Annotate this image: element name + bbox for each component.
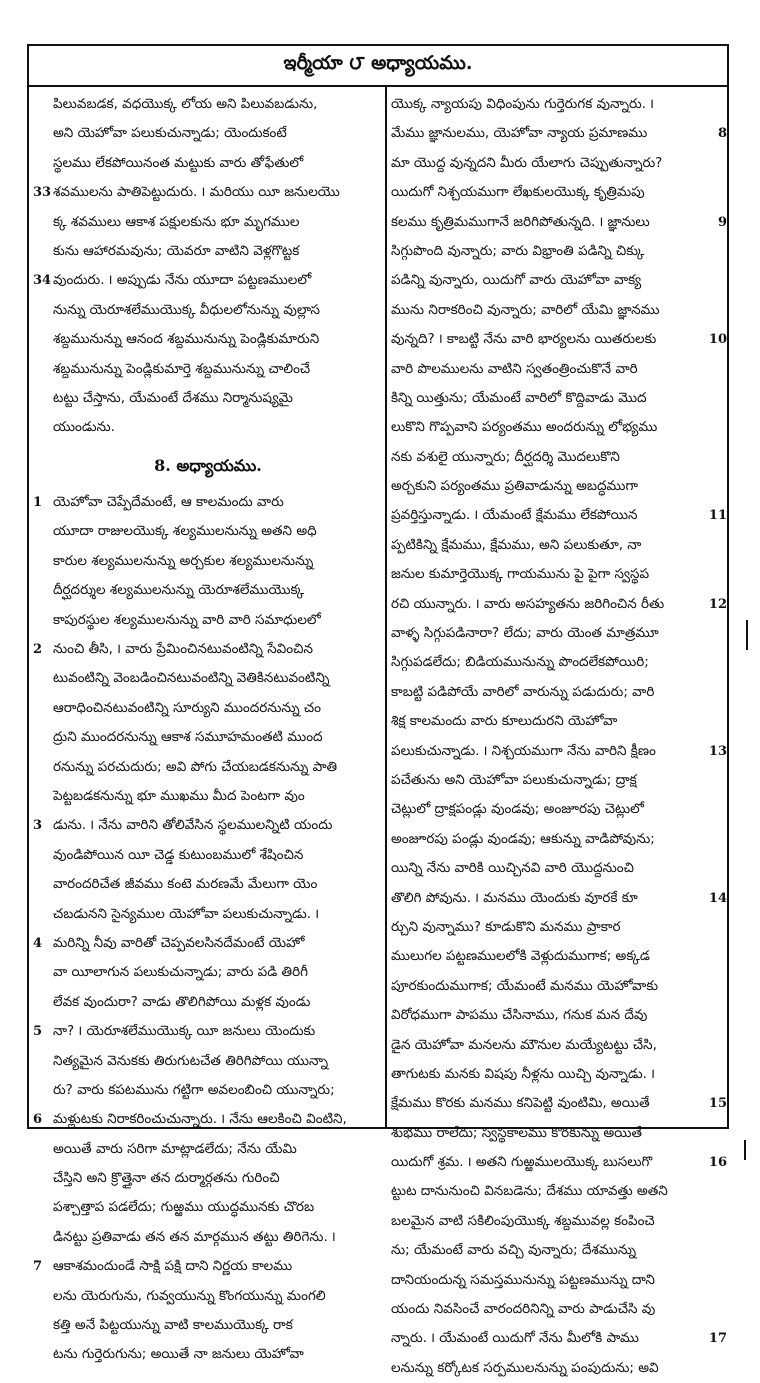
line-text: వున్నది? ౹ కాబట్టి నేను వారి భార్యలను యితరులకు bbox=[391, 331, 657, 348]
text-line bbox=[33, 811, 383, 840]
text-line bbox=[391, 1148, 727, 1177]
line-text: మళ్లుటకు నిరాకరించుచున్నారు. ౹ నేను ఆలకించి వింటిని, bbox=[53, 1111, 347, 1128]
text-line bbox=[391, 266, 723, 295]
line-text: యొక్క న్యాయపు విధింపును గుర్తెరుగక వున్నారు. ౹ bbox=[391, 96, 654, 112]
line-text: లనున్ను కర్కోటక సర్పములనున్ను పంపుదును; అవి bbox=[391, 1359, 659, 1376]
text-line bbox=[33, 1017, 383, 1046]
text-line bbox=[391, 237, 723, 266]
line-text: యుండును. bbox=[53, 419, 115, 436]
line-text: డును. ౹ నేను వారిని తోలివేసిన స్థలములన్నిటి యందు bbox=[53, 817, 333, 834]
text-line bbox=[33, 266, 383, 295]
line-text: శుభము రాలేదు; స్వస్థకాలము కొరకున్ను అయితే bbox=[391, 1124, 643, 1141]
text-line bbox=[391, 1060, 723, 1089]
line-text: యిదుగో నిశ్చయముగా లేఖకులయొక్క కృత్రిమపు bbox=[391, 184, 645, 201]
line-text: నిత్యమైన వెనుకకు తిరుగుటచేత తిరిగిపోయి యున్నా bbox=[53, 1052, 329, 1069]
line-text: పూరకుందుముగాక; యేమంటే మనము యెహోవాకు bbox=[391, 977, 659, 994]
verse-number: 12 bbox=[707, 590, 727, 619]
verse-number: 7 bbox=[33, 1259, 43, 1275]
line-text: నకు వశులై యున్నారు; దీర్ఘదర్శి మొదలుకొని bbox=[391, 448, 620, 465]
line-text: నా? ౹ యెరూశలేముయొక్క యీ జనులు యెందుకు bbox=[53, 1023, 316, 1040]
line-text: కిన్ని యిత్తును; యేమంటే వారిలో కొద్దివాడు మొద bbox=[391, 389, 647, 406]
text-line bbox=[33, 384, 383, 413]
line-text: వారి పొలములను వాటిని స్వతంత్రించుకొనే వారి bbox=[391, 360, 638, 377]
text-line bbox=[391, 149, 723, 178]
line-text: వారందరిచేత జీవము కంటె మరణమే మేలుగా యెం bbox=[53, 876, 318, 893]
right-column bbox=[391, 90, 727, 1383]
text-line bbox=[391, 766, 723, 795]
line-text: యూదా రాజులయొక్క శల్యములనున్ను అతని అధి bbox=[53, 523, 317, 540]
left-column bbox=[33, 90, 383, 1370]
text-line bbox=[33, 90, 383, 119]
text-line bbox=[391, 854, 723, 883]
line-text: కారుల శల్యములనున్ను అర్చకుల శల్యములనున్ను bbox=[53, 552, 314, 569]
text-line bbox=[391, 1236, 723, 1265]
line-text: విరోధముగా పాపము చేసినాము, గనుక మన దేవు bbox=[391, 1007, 648, 1024]
line-text: కును ఆహారమవును; యెవరూ వాటిని వెళ్లగొట్టక bbox=[53, 242, 300, 259]
verse-number: 4 bbox=[33, 935, 43, 951]
line-text: సిగ్గుపొంది వున్నారు; వారు విభ్రాంతి పడిన్ని చిక్కు bbox=[391, 242, 645, 259]
line-text: తొలిగి పోవును. ౹ మనము యెందుకు వూరకే కూ bbox=[391, 889, 638, 906]
verse-number: 15 bbox=[707, 1089, 727, 1118]
verse-number: 16 bbox=[707, 1148, 727, 1177]
line-text: యిదుగో శ్రమ. ౹ అతని గుఱ్ఱములయొక్క బుసలుగొ bbox=[391, 1154, 653, 1171]
line-text: అని యెహోవా పలుకుచున్నాడు; యెందుకంటే bbox=[53, 125, 287, 142]
text-line bbox=[33, 988, 383, 1017]
text-line bbox=[33, 547, 383, 576]
verse-number: 33 bbox=[33, 185, 52, 201]
column-divider bbox=[385, 87, 387, 1127]
text-line bbox=[33, 606, 383, 635]
text-line bbox=[33, 488, 383, 517]
text-line bbox=[33, 870, 383, 899]
text-line bbox=[391, 942, 723, 971]
line-text: క్క శవములు ఆకాశ పక్షులకును భూ మృగముల bbox=[53, 213, 300, 230]
text-line bbox=[391, 1207, 723, 1236]
text-line bbox=[33, 413, 383, 442]
text-line bbox=[33, 723, 383, 752]
verse-number: 17 bbox=[707, 1324, 727, 1353]
line-text: వా యీలాగున పలుకుచున్నాడు; వారు పడి తిరిగీ bbox=[53, 964, 308, 981]
text-line bbox=[33, 1223, 383, 1252]
text-line bbox=[33, 958, 383, 987]
text-line bbox=[33, 753, 383, 782]
line-text: న్నారు. ౹ యేమంటే యిదుగో నేను మీలోకి పాము bbox=[391, 1330, 639, 1347]
text-line bbox=[391, 90, 723, 119]
text-line bbox=[391, 296, 723, 325]
text-line bbox=[33, 694, 383, 723]
line-text: కాపురస్థుల శల్యములనున్ను వారి వారి సమాధులలో bbox=[53, 611, 321, 628]
verse-number: 5 bbox=[33, 1024, 43, 1040]
text-line bbox=[391, 1031, 723, 1060]
line-text: చెట్లులో ద్రాక్షపండ్లు వుండవు; అంజూరపు చెట్లులో bbox=[391, 801, 645, 818]
text-line bbox=[33, 149, 383, 178]
text-line bbox=[391, 531, 723, 560]
line-text: ప్రవర్తిస్తున్నాడు. ౹ యేమంటే క్షేమము లేకపోయిన bbox=[391, 507, 638, 524]
page-header bbox=[27, 46, 729, 84]
scan-margin-mark bbox=[744, 1140, 746, 1160]
page-title: ఇర్మీయా ౮ అధ్యాయము. bbox=[283, 51, 473, 74]
line-text: పచేతును అని యెహోవా పలుకుచున్నాడు; ద్రాక్ష bbox=[391, 771, 637, 788]
verse-number: 8 bbox=[716, 119, 727, 148]
line-text: ట్టుట దానునుంచి వినబడెను; దేశము యావత్తు అతని bbox=[391, 1183, 668, 1200]
text-line bbox=[391, 913, 723, 942]
line-text: రు? వారు కపటమును గట్టిగా అవలంబించి యున్నారు; bbox=[53, 1081, 335, 1098]
text-line bbox=[33, 208, 383, 237]
verse-number: 14 bbox=[707, 884, 727, 913]
text-line bbox=[391, 884, 727, 913]
text-line bbox=[391, 648, 723, 677]
line-text: మరిన్ని నీవు వారితో చెప్పవలసినదేమంటే యెహో bbox=[53, 934, 305, 951]
line-text: కలము కృత్రిమముగానే జరిగిపోతున్నది. ౹ జ్ఞానులు bbox=[391, 213, 650, 230]
text-line bbox=[33, 841, 383, 870]
text-line bbox=[33, 178, 383, 207]
text-line bbox=[391, 795, 723, 824]
text-line bbox=[33, 929, 383, 958]
text-line bbox=[33, 782, 383, 811]
line-text: అంజూరపు పండ్లు వుండవు; ఆకున్ను వాడిపోవును; bbox=[391, 830, 655, 847]
text-line bbox=[391, 472, 723, 501]
text-line bbox=[391, 355, 723, 384]
text-line bbox=[391, 972, 723, 1001]
text-line bbox=[33, 1252, 383, 1281]
line-text: క్షేమము కొరకు మనము కనిపెట్టి వుంటిమి, అయితే bbox=[391, 1095, 650, 1112]
line-text: వుండిపోయిన యీ చెడ్డ కుటుంబములో శేషించిన bbox=[53, 846, 304, 863]
line-text: దానియందున్న సమస్తమునున్ను పట్టణమున్ను దాని bbox=[391, 1271, 655, 1288]
text-line bbox=[391, 737, 727, 766]
text-line bbox=[33, 900, 383, 929]
line-text: స్థలము లేకపోయినంత మట్టుకు వారు తోఫేతులో bbox=[53, 154, 304, 171]
scan-margin-mark bbox=[746, 620, 748, 650]
text-line bbox=[33, 1193, 383, 1222]
text-line bbox=[33, 1340, 383, 1369]
verse-number: 2 bbox=[33, 642, 43, 658]
line-text: శబ్దమునున్ను ఆనంద శబ్దమునున్ను పెండ్లికుమారుని bbox=[53, 331, 320, 348]
text-line bbox=[391, 1001, 723, 1030]
line-text: లేవక వుందురా? వాడు తొలిగిపోయి మళ్లక వుండు bbox=[53, 993, 311, 1010]
line-text: మును నిరాకరించి వున్నారు; వారిలో యేమి జ్ఞానము bbox=[391, 301, 660, 318]
line-text: చబడునని సైన్యముల యెహోవా పలుకుచున్నాడు. ౹ bbox=[53, 905, 320, 922]
text-line bbox=[33, 635, 383, 664]
line-text: శిక్ష కాలమందు వారు కూలుదురని యెహోవా bbox=[391, 713, 618, 730]
text-line bbox=[391, 443, 723, 472]
chapter-heading: 8. అధ్యాయము. bbox=[154, 455, 262, 475]
line-text: తాగుటకు మనకు విషపు నీళ్లను యిచ్చి వున్నాడు. ౹ bbox=[391, 1065, 655, 1082]
line-text: చేస్తిని అని క్రొత్తైనా తన దుర్మార్గతను గురించి bbox=[53, 1170, 280, 1187]
text-line bbox=[391, 590, 727, 619]
line-text: పలుకుచున్నాడు. ౹ నిశ్చయముగా నేను వారిని క్షీణం bbox=[391, 742, 656, 759]
line-text: పిలువబడక, వధయొక్క లోయ అని పిలువబడును, bbox=[53, 96, 318, 112]
verse-number: 11 bbox=[707, 501, 727, 530]
line-text: ద్రుని ముందరనున్ను ఆకాశ సమూహమంతటి ముంద bbox=[53, 729, 323, 746]
verse-number: 3 bbox=[33, 818, 43, 834]
text-line bbox=[391, 1177, 723, 1206]
line-text: టట్టు చేస్తాను, యేమంటే దేశము నిర్మానుష్యమై bbox=[53, 389, 293, 406]
line-text: మేము జ్ఞానులము, యెహోవా న్యాయ ప్రమాణము bbox=[391, 125, 648, 142]
line-text: అయితే వారు సరిగా మాట్లాడలేదు; నేను యేమి bbox=[53, 1140, 297, 1157]
verse-number: 1 bbox=[33, 495, 43, 511]
text-line bbox=[33, 1047, 383, 1076]
line-text: టను గుర్తెరుగును; అయితే నా జనులు యెహోవా bbox=[53, 1346, 304, 1363]
text-line bbox=[33, 237, 383, 266]
line-text: కాబట్టి పడిపోయే వారిలో వారున్ను పడుదురు; వారి bbox=[391, 683, 655, 700]
line-text: వాళ్ళ సిగ్గుపడినారా? లేదు; వారు యెంత మాత్రమూ bbox=[391, 625, 659, 642]
line-text: ను; యేమంటే వారు వచ్చి వున్నారు; దేశమున్ను bbox=[391, 1242, 637, 1259]
text-line bbox=[33, 355, 383, 384]
line-text: లుకొని గొప్పవాని పర్యంతము అందరున్ను లోభ్యము bbox=[391, 419, 658, 436]
text-line bbox=[33, 1282, 383, 1311]
line-text: టువంటిన్ని వెంబడించినటువంటిన్ని వెతికినటువంటిన్ని bbox=[53, 670, 330, 687]
text-line bbox=[391, 678, 723, 707]
line-text: నున్ను యెరూశలేముయొక్క వీధులలోనున్ను వుల్లాస bbox=[53, 301, 321, 318]
line-text: డినట్టు ప్రతివాడు తన తన మార్గమున తట్టు తిరిగెను. ౹ bbox=[53, 1228, 336, 1245]
line-text: బలమైన వాటి సకిలింపుయొక్క శబ్దమువల్ల కంపించె bbox=[391, 1212, 655, 1229]
text-line bbox=[391, 384, 723, 413]
line-text: పడిన్ని వున్నారు, యిదుగో వారు యెహోవా వాక్య bbox=[391, 272, 642, 289]
line-text: నుంచి తీసి, ౹ వారు ప్రేమించినటువంటిన్ని సేవించిన bbox=[53, 641, 313, 658]
line-text: వుందురు. ౹ అప్పుడు నేను యూదా పట్టణములలో bbox=[53, 272, 312, 289]
line-text: కత్తి అనే పిట్టయున్ను వాటి కాలముయొక్క రాక bbox=[53, 1317, 293, 1334]
text-line bbox=[33, 119, 383, 148]
text-line bbox=[33, 1105, 383, 1134]
verse-number: 10 bbox=[707, 325, 727, 354]
text-line bbox=[391, 560, 723, 589]
line-text: దీర్ఘదర్శుల శల్యములనున్ను యెరూశలేముయొక్క bbox=[53, 582, 305, 599]
header-rule bbox=[27, 85, 729, 87]
verse-number: 6 bbox=[33, 1112, 43, 1128]
line-text: ఆరాధించినటువంటిన్ని సూర్యుని ముందరనున్ను చం bbox=[53, 699, 322, 716]
line-text: శవములను పాతిపెట్టుదురు. ౹ మరియు యీ జనులయొ bbox=[53, 184, 340, 201]
line-text: పెట్టబడకనున్ను భూ ముఖము మీద పెంటగా వుం bbox=[53, 787, 305, 804]
text-line bbox=[391, 1266, 723, 1295]
text-line bbox=[33, 325, 383, 354]
text-line bbox=[391, 1354, 723, 1383]
text-line bbox=[33, 1311, 383, 1340]
text-line bbox=[391, 119, 727, 148]
line-text: రచి యున్నారు. ౹ వారు అసహ్యతను జరిగించిన రీతు bbox=[391, 595, 665, 612]
line-text: ప్పటికిన్ని క్షేమము, క్షేమము, అని పలుకుతూ, నా bbox=[391, 536, 642, 553]
text-line bbox=[33, 517, 383, 546]
text-line bbox=[33, 576, 383, 605]
line-text: ములుగల పట్టణములలోకి వెళ్లుదుముగాక; అక్కడ bbox=[391, 948, 650, 965]
verse-number: 34 bbox=[33, 273, 52, 289]
text-line bbox=[33, 1164, 383, 1193]
text-line bbox=[391, 413, 723, 442]
text-line bbox=[33, 296, 383, 325]
line-text: యెహోవా చెప్పేదేమంటే, ఆ కాలమందు వారు bbox=[53, 494, 284, 511]
text-line bbox=[391, 825, 723, 854]
text-line bbox=[391, 1089, 727, 1118]
text-line bbox=[391, 1324, 727, 1353]
line-text: ర్చుని వున్నాము? కూడుకొని మనము ప్రాకార bbox=[391, 918, 621, 935]
text-line bbox=[33, 1076, 383, 1105]
text-line bbox=[391, 1119, 723, 1148]
text-line bbox=[391, 501, 727, 530]
text-line bbox=[391, 178, 723, 207]
verse-number: 13 bbox=[707, 737, 727, 766]
line-text: యిన్ని నేను వారికి యిచ్చినవి వారి యొద్దనుంచి bbox=[391, 860, 634, 877]
line-text: జనుల కుమార్తెయొక్క గాయమును పై పైగా స్వస్థప bbox=[391, 566, 650, 583]
line-text: అర్చకుని పర్యంతము ప్రతివాడున్ను అబద్ధముగా bbox=[391, 478, 638, 495]
line-text: శబ్దమునున్ను పెండ్లికుమార్తె శబ్దమునున్ను చాలించే bbox=[53, 360, 311, 377]
verse-number: 9 bbox=[716, 208, 727, 237]
line-text: డైన యెహోవా మనలను మౌనుల మయ్యేటట్టు చేసి, bbox=[391, 1036, 657, 1053]
line-text: సిగ్గుపడలేదు; బిడియమునున్ను పొందలేకపోయిరి; bbox=[391, 654, 649, 671]
line-text: లను యెరుగును, గువ్వయున్ను కొంగయున్ను మంగలి bbox=[53, 1287, 326, 1304]
text-line bbox=[391, 1295, 723, 1324]
line-text: యందు నివసించే వారందరినిన్ని వారు పాడుచేసి వు bbox=[391, 1301, 656, 1318]
line-text: మా యొద్ద వున్నదని మీరు యేలాగు చెప్పుతున్నారు? bbox=[391, 154, 663, 171]
text-line bbox=[391, 619, 723, 648]
text-line bbox=[391, 325, 727, 354]
text-line bbox=[391, 707, 723, 736]
text-line bbox=[391, 208, 727, 237]
line-text: ఆకాశమందుండే సాక్షి పక్షి దాని నిర్ణయ కాలము bbox=[53, 1258, 293, 1275]
text-line bbox=[33, 664, 383, 693]
line-text: పశ్చాత్తాప పడలేదు; గుఱ్ఱము యుద్ధమునకు చొరబ bbox=[53, 1199, 315, 1216]
line-text: రనున్ను పరచుదురు; అవి పోగు చేయబడకనున్ను పాతి bbox=[53, 758, 338, 775]
text-line bbox=[33, 1135, 383, 1164]
